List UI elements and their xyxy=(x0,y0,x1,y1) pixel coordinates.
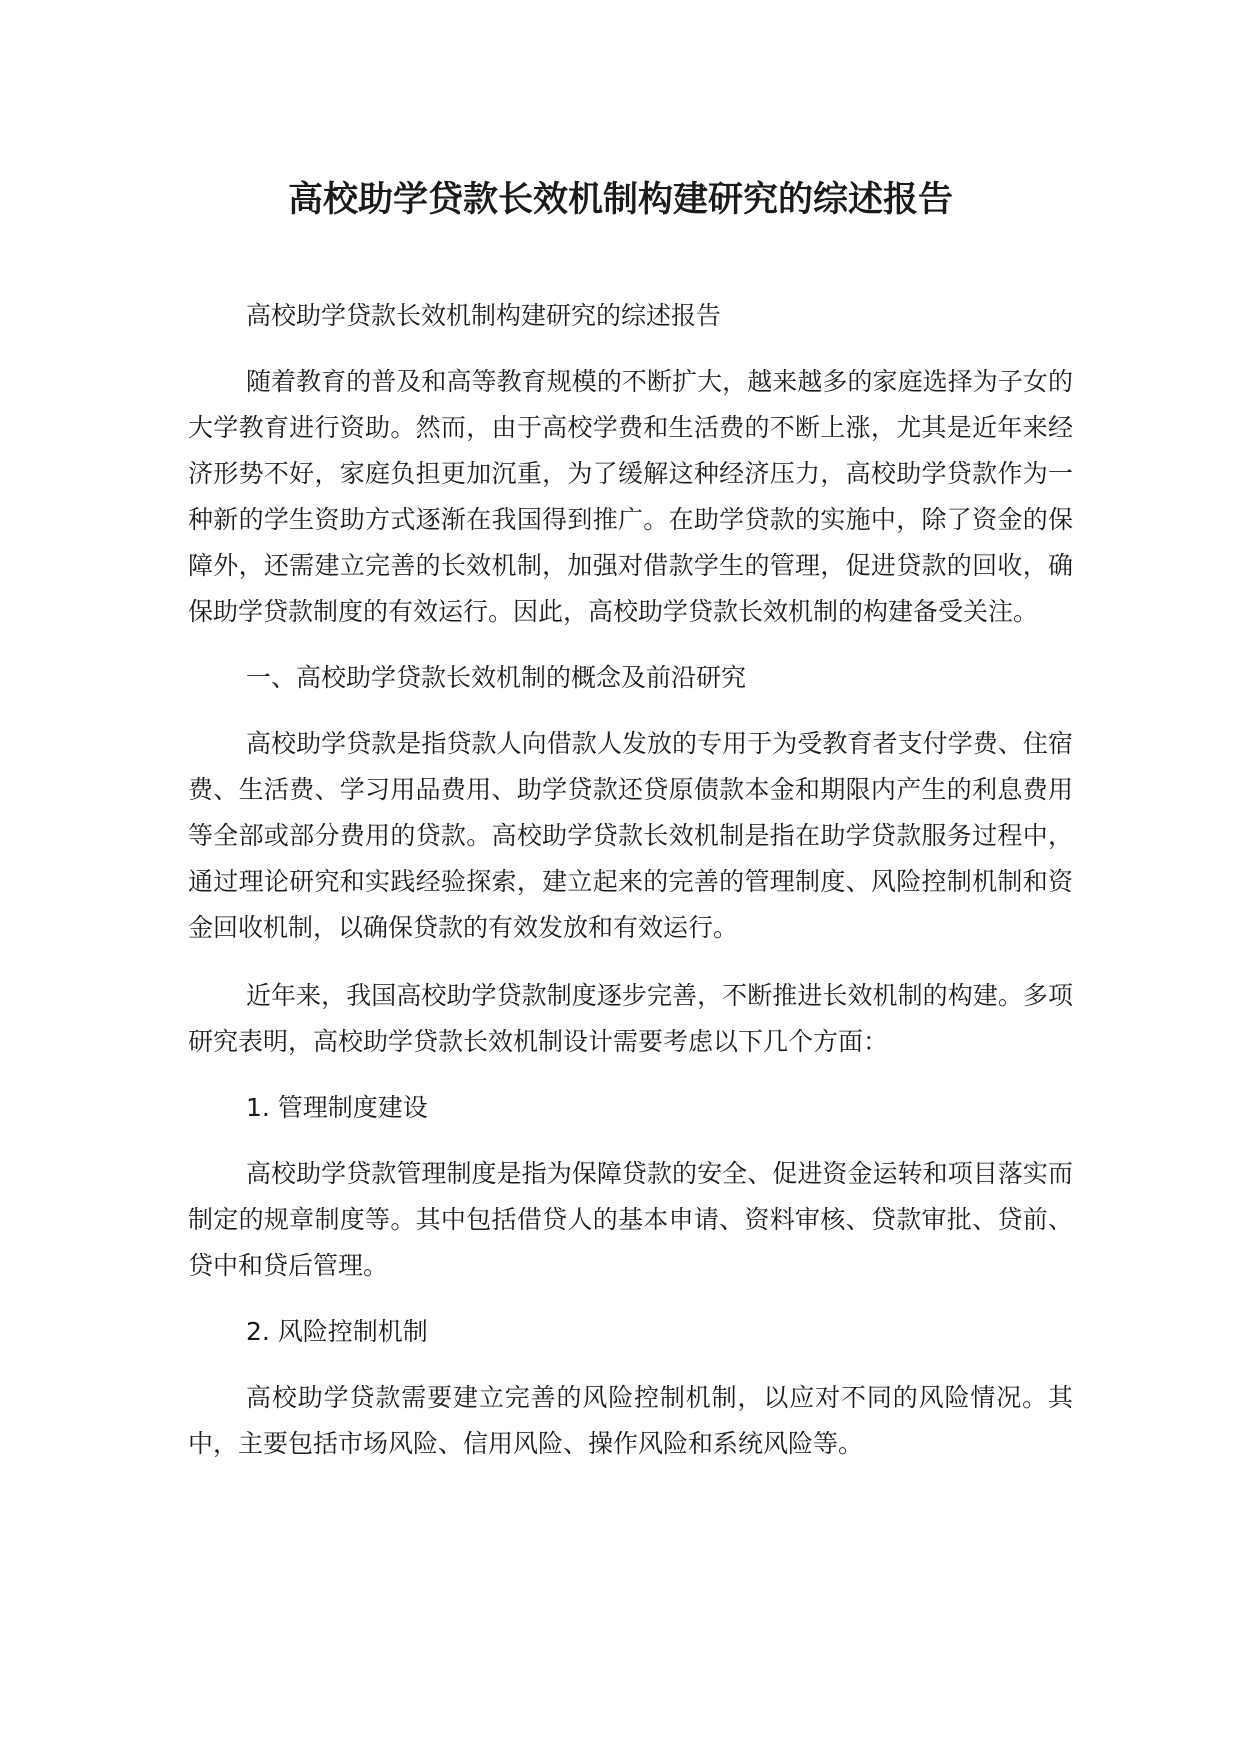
document-body xyxy=(188,293,1073,1467)
concept-paragraph: 高校助学贷款是指贷款人向借款人发放的专用于为受教育者支付学费、住宿费、生活费、学习用品费用、助学贷款还贷原债款本金和期限内产生的利息费用等全部或部分费用的贷款。高校助学贷款长效机制是指在助学贷款服务过程中，通过理论研究和实践经验探索，建立起来的完善的管理制度、风险控制机制和资金回收机制，以确保贷款的有效发放和有效运行。 xyxy=(188,729,1073,942)
subheading-management-system: 1. 管理制度建设 xyxy=(246,1093,428,1122)
recent-research-paragraph: 近年来，我国高校助学贷款制度逐步完善，不断推进长效机制的构建。多项研究表明，高校助学贷款长效机制设计需要考虑以下几个方面： xyxy=(188,981,1073,1056)
section-heading-1: 一、高校助学贷款长效机制的概念及前沿研究 xyxy=(246,663,747,692)
subtitle-paragraph: 高校助学贷款长效机制构建研究的综述报告 xyxy=(246,301,722,330)
intro-paragraph: 随着教育的普及和高等教育规模的不断扩大，越来越多的家庭选择为子女的大学教育进行资助。然而，由于高校学费和生活费的不断上涨，尤其是近年来经济形势不好，家庭负担更加沉重，为了缓解这种经济压力，高校助学贷款作为一种新的学生资助方式逐渐在我国得到推广。在助学贷款的实施中，除了资金的保障外，还需建立完善的长效机制，加强对借款学生的管理，促进贷款的回收，确保助学贷款制度的有效运行。因此，高校助学贷款长效机制的构建备受关注。 xyxy=(188,367,1073,626)
management-system-paragraph: 高校助学贷款管理制度是指为保障贷款的安全、促进资金运转和项目落实而制定的规章制度等。其中包括借贷人的基本申请、资料审核、贷款审批、贷前、贷中和贷后管理。 xyxy=(188,1159,1073,1280)
risk-control-paragraph: 高校助学贷款需要建立完善的风险控制机制，以应对不同的风险情况。其中，主要包括市场风险、信用风险、操作风险和系统风险等。 xyxy=(188,1383,1073,1458)
subheading-risk-control: 2. 风险控制机制 xyxy=(246,1317,428,1346)
document-title: 高校助学贷款长效机制构建研究的综述报告 xyxy=(287,180,953,220)
